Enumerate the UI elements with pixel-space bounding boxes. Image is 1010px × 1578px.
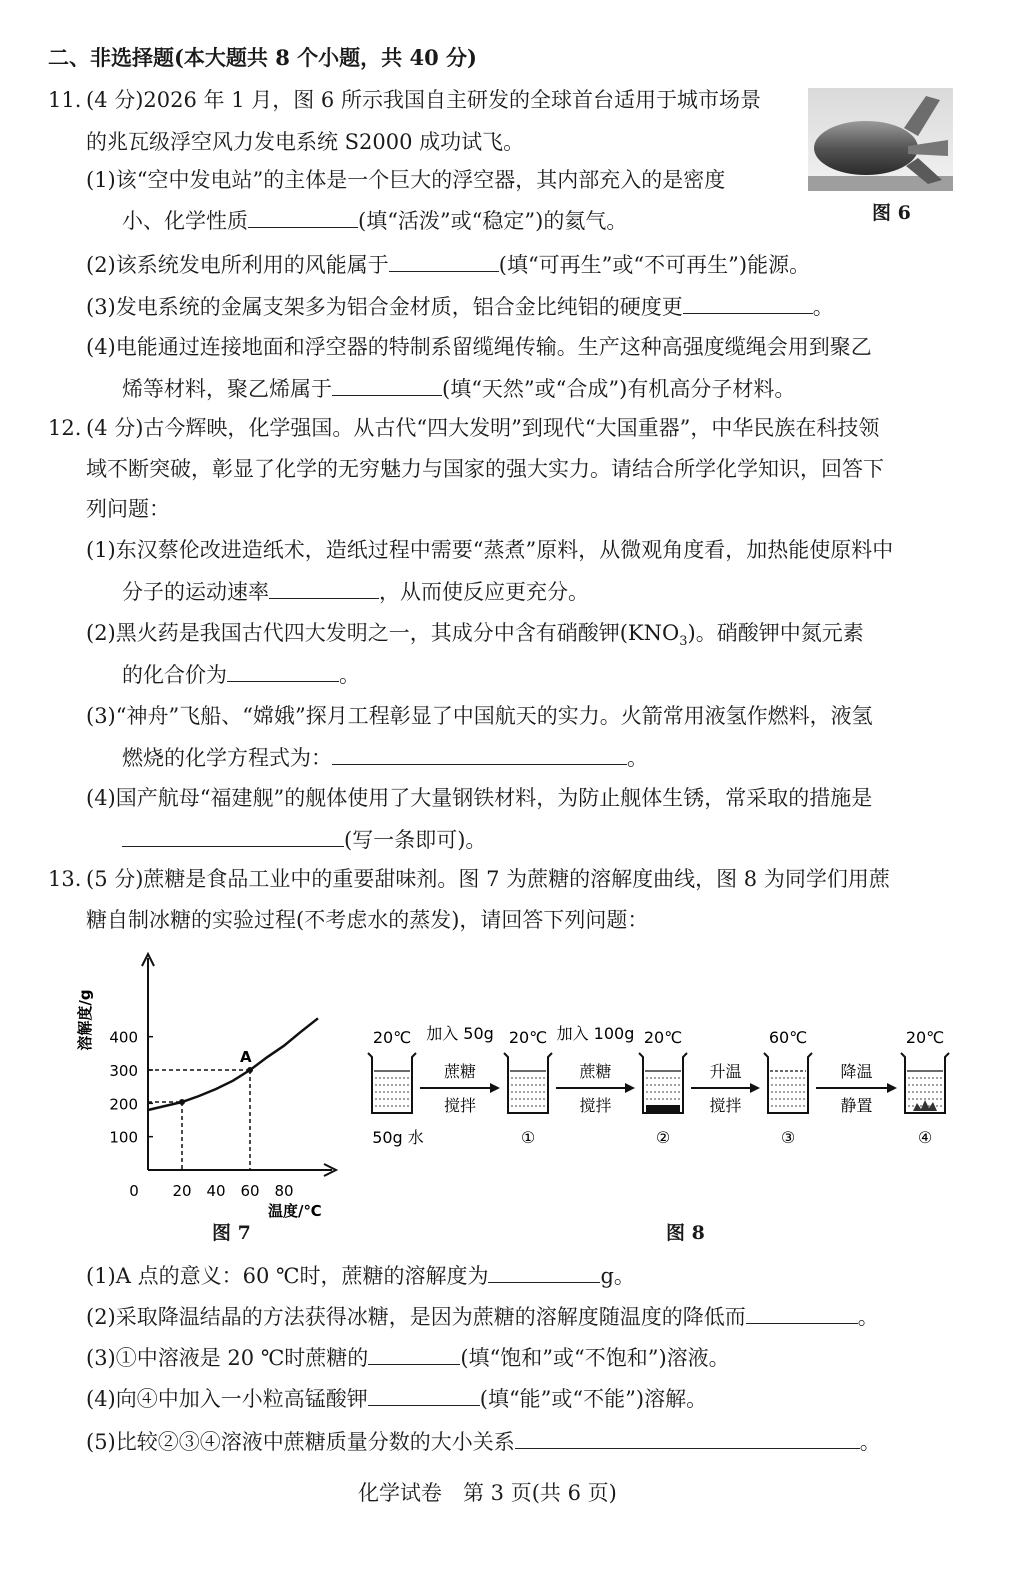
q13-part2 — [86, 1301, 879, 1332]
beaker-icon — [504, 1053, 552, 1113]
x-axis-label: 温度/℃ — [268, 1202, 322, 1220]
q12-part4-line1: (4)国产航母“福建舰”的舰体使用了大量钢铁材料，为防止舰体生锈，常采取的措施是 — [86, 786, 873, 810]
q13-part4 — [86, 1383, 707, 1414]
q11-part1-line2 — [122, 205, 627, 236]
q12-part2-line1 — [86, 618, 864, 657]
q13-number: 13. — [48, 867, 82, 891]
beaker-bottom-label: ① — [520, 1128, 536, 1147]
q11-part3-suffix: 。 — [812, 295, 834, 319]
arrow-mid-label: 升温 — [709, 1062, 742, 1081]
beaker-bottom-label: ② — [655, 1128, 671, 1147]
q13-part1-blank[interactable] — [488, 1260, 600, 1283]
q11-number: 11. — [48, 88, 82, 112]
q12-part4-blank[interactable] — [122, 824, 344, 847]
y-tick-label: 100 — [109, 1128, 138, 1147]
q13-part5-suffix: 。 — [859, 1430, 881, 1454]
y-tick-label: 200 — [109, 1095, 138, 1114]
point-a-label: A — [240, 1048, 252, 1067]
undissolved-sugar-icon — [646, 1105, 680, 1112]
q11-part1-line1: (1)该“空中发电站”的主体是一个巨大的浮空器，其内部充入的是密度 — [86, 168, 726, 192]
q12-part2-blank[interactable] — [227, 659, 339, 682]
arrow-bottom-label: 搅拌 — [443, 1096, 477, 1115]
beaker-bottom-label: 50g 水 — [372, 1128, 424, 1147]
q13-part4-suffix: (填“能”或“不能”)溶解。 — [479, 1387, 708, 1411]
arrow-top-label: 加入 100g — [556, 1024, 635, 1043]
arrow-mid-label: 蔗糖 — [443, 1062, 477, 1081]
q13-part1-suffix: g。 — [600, 1264, 635, 1288]
beaker-icon — [639, 1053, 687, 1113]
q12-part1-suffix: ，从而使反应更充分。 — [379, 580, 589, 604]
q13-part1 — [86, 1260, 635, 1291]
beaker-icon — [764, 1053, 812, 1113]
q12-part3-prefix: 燃烧的化学方程式为： — [122, 746, 332, 770]
x-tick-label: 0 — [129, 1182, 139, 1200]
arrow-mid-label: 降温 — [840, 1062, 873, 1081]
q11-part4-line2 — [122, 373, 795, 404]
q11-part4-prefix: 烯等材料，聚乙烯属于 — [122, 377, 332, 401]
q12-part2-line2 — [122, 659, 360, 690]
q12-part2-prefix: 的化合价为 — [122, 663, 227, 687]
q12-part3-suffix: 。 — [627, 746, 648, 770]
q13-stem-line1: (5 分)蔗糖是食品工业中的重要甜味剂。图 7 为蔗糖的溶解度曲线，图 8 为同学们用蔗 — [86, 867, 890, 891]
q13-part2-prefix: (2)采取降温结晶的方法获得冰糖，是因为蔗糖的溶解度随温度的降低而 — [86, 1305, 746, 1329]
arrow-bottom-label: 搅拌 — [579, 1096, 612, 1115]
q13-part3-prefix: (3)①中溶液是 20 ℃时蔗糖的 — [86, 1346, 369, 1370]
beaker-temp-label: 60℃ — [768, 1028, 808, 1047]
q12-part2-text-end: )。硝酸钾中氮元素 — [687, 621, 864, 645]
q12-part1-line2 — [122, 576, 589, 607]
arrow-bottom-label: 搅拌 — [709, 1096, 742, 1115]
fig7-caption: 图 7 — [212, 1222, 251, 1244]
q13-part3-blank[interactable] — [368, 1342, 460, 1365]
q12-stem-line3: 列问题： — [86, 497, 170, 521]
q12-part3-blank[interactable] — [332, 742, 627, 765]
q13-part5-prefix: (5)比较②③④溶液中蔗糖质量分数的大小关系 — [86, 1430, 515, 1454]
q13-part3 — [86, 1342, 730, 1373]
x-tick-label: 20 — [172, 1182, 192, 1200]
q12-number: 12. — [48, 416, 82, 440]
q13-part2-blank[interactable] — [746, 1301, 858, 1324]
q13-part5 — [86, 1426, 881, 1457]
x-tick-label: 80 — [274, 1182, 294, 1200]
point-a — [247, 1067, 253, 1073]
q12-part2-text: (2)黑火药是我国古代四大发明之一，其成分中含有硝酸钾(KNO — [86, 621, 680, 645]
q11-part1-blank[interactable] — [248, 205, 358, 228]
fig8-caption: 图 8 — [666, 1222, 705, 1244]
arrow-head-icon — [750, 1083, 760, 1093]
q11-stem-line2: 的兆瓦级浮空风力发电系统 S2000 成功试飞。 — [86, 130, 525, 154]
arrow-bottom-label: 静置 — [840, 1096, 873, 1115]
balloon-body-icon — [814, 121, 918, 175]
q11-part3-prefix: (3)发电系统的金属支架多为铝合金材质，铝合金比纯铝的硬度更 — [86, 295, 683, 319]
q12-stem-line2: 域不断突破，彰显了化学的无穷魅力与国家的强大实力。请结合所学化学知识，回答下 — [86, 457, 884, 481]
point-20 — [179, 1099, 185, 1105]
q11-part4-blank[interactable] — [332, 373, 442, 396]
y-axis-label: 溶解度/g — [76, 989, 94, 1051]
sugar-crystals-icon — [913, 1100, 937, 1111]
q13-part2-suffix: 。 — [857, 1305, 879, 1329]
q13-part5-blank[interactable] — [515, 1426, 860, 1449]
beaker-temp-label: 20℃ — [643, 1028, 683, 1047]
kno3-subscript: 3 — [679, 634, 688, 650]
beaker-temp-label: 20℃ — [508, 1028, 548, 1047]
beaker-bottom-label: ④ — [917, 1128, 933, 1147]
q11-part4-line1: (4)电能通过连接地面和浮空器的特制系留缆绳传输。生产这种高强度缆绳会用到聚乙 — [86, 335, 872, 359]
q12-part1-line1: (1)东汉蔡伦改进造纸术，造纸过程中需要“蒸煮”原料，从微观角度看，加热能使原料中 — [86, 538, 894, 562]
beaker-bottom-label: ③ — [780, 1128, 796, 1147]
q12-part4-line2 — [122, 824, 486, 855]
q13-part3-suffix: (填“饱和”或“不饱和”)溶液。 — [460, 1346, 730, 1370]
q13-stem-line2: 糖自制冰糖的实验过程(不考虑水的蒸发)，请回答下列问题： — [86, 908, 649, 932]
arrow-mid-label: 蔗糖 — [579, 1062, 612, 1081]
arrow-head-icon — [625, 1083, 635, 1093]
q12-part1-prefix: 分子的运动速率 — [122, 580, 269, 604]
arrow-top-label: 加入 50g — [426, 1024, 494, 1043]
beaker-temp-label: 20℃ — [372, 1028, 412, 1047]
solubility-curve — [148, 1018, 318, 1110]
q11-stem-line1: (4 分)2026 年 1 月，图 6 所示我国自主研发的全球首台适用于城市场景 — [86, 88, 761, 112]
q11-part3 — [86, 291, 834, 322]
q12-part3-line1: (3)“神舟”飞船、“嫦娥”探月工程彰显了中国航天的实力。火箭常用液氢作燃料，液氢 — [86, 704, 873, 728]
q12-part1-blank[interactable] — [269, 576, 379, 599]
q12-part3-line2 — [122, 742, 648, 773]
section-title: 二、非选择题(本大题共 8 个小题，共 40 分) — [48, 45, 477, 70]
q12-part2-suffix: 。 — [339, 663, 360, 687]
q11-part4-suffix: (填“天然”或“合成”)有机高分子材料。 — [442, 377, 796, 401]
q11-part2 — [86, 249, 810, 280]
q12-stem-line1: (4 分)古今辉映，化学强国。从古代“四大发明”到现代“大国重器”，中华民族在科技领 — [86, 416, 880, 440]
beaker-icon — [368, 1053, 416, 1113]
fig6-photo — [808, 88, 953, 191]
q11-part2-suffix: (填“可再生”或“不可再生”)能源。 — [498, 253, 811, 277]
arrow-head-icon — [887, 1083, 897, 1093]
fig6-caption: 图 6 — [872, 202, 911, 224]
q12-part4-suffix: (写一条即可)。 — [344, 828, 487, 852]
q11-part2-blank[interactable] — [389, 249, 499, 272]
q11-part3-blank[interactable] — [683, 291, 813, 314]
beaker-temp-label: 20℃ — [905, 1028, 945, 1047]
q11-part2-prefix: (2)该系统发电所利用的风能属于 — [86, 253, 389, 277]
q13-part4-blank[interactable] — [368, 1383, 480, 1406]
q11-part1-prefix: 小、化学性质 — [122, 209, 248, 233]
q11-part1-suffix: (填“活泼”或“稳定”)的氦气。 — [358, 209, 628, 233]
q13-part1-prefix: (1)A 点的意义：60 ℃时，蔗糖的溶解度为 — [86, 1264, 489, 1288]
arrow-head-icon — [490, 1083, 500, 1093]
q13-part4-prefix: (4)向④中加入一小粒高锰酸钾 — [86, 1387, 368, 1411]
x-tick-label: 60 — [240, 1182, 260, 1200]
fig7-chart — [70, 950, 340, 1220]
fig8-diagram — [360, 1015, 970, 1155]
y-tick-label: 300 — [109, 1062, 138, 1081]
x-tick-label: 40 — [206, 1182, 226, 1200]
y-tick-label: 400 — [109, 1028, 138, 1047]
page-footer: 化学试卷 第 3 页(共 6 页) — [358, 1481, 617, 1505]
